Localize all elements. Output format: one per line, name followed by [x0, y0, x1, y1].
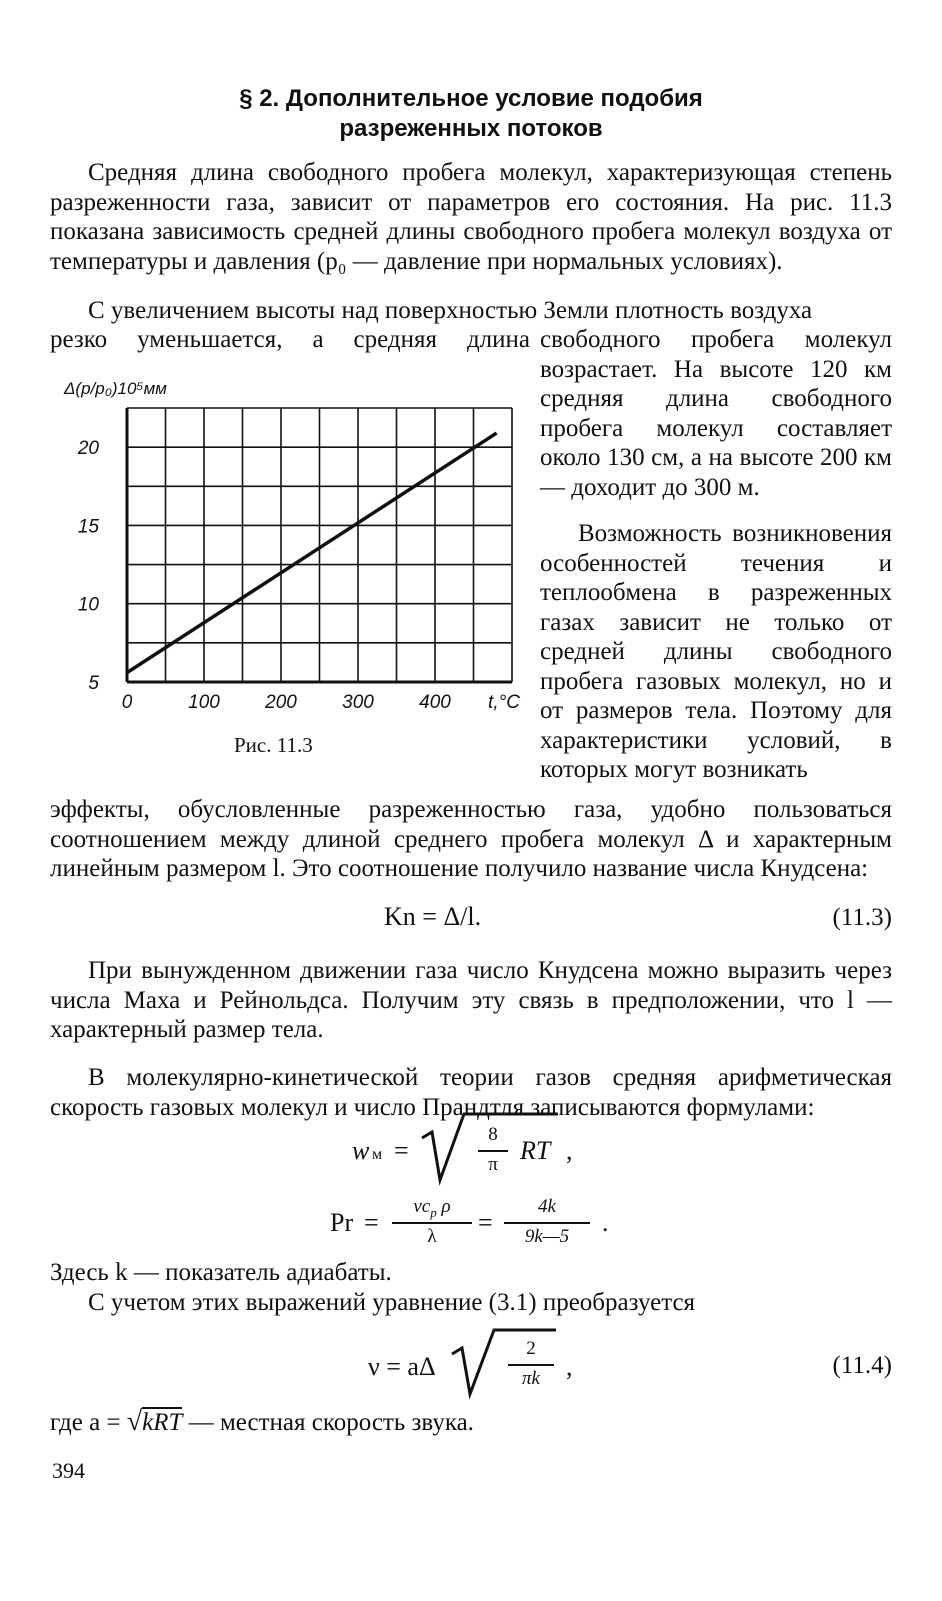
w-fraction-denominator: π: [488, 1154, 498, 1175]
paragraph-3-right-column: Возможность возникновения особенностей течения и теплообмена в разреженных газах зависит не только от средней длины свободного пробега газовых молекул, но и от размеров тела. Поэтому для характеристики условий, в которых могут возникать: [540, 520, 892, 783]
paragraph-8: [50, 1406, 474, 1438]
eq114-lhs: ν = aΔ: [368, 1352, 436, 1381]
paragraph-2-line1: С увеличением высоты над поверхностью Земли плотность воздуха: [88, 297, 813, 324]
para8-sqrt-arg: kRT: [142, 1409, 183, 1436]
paragraph-5: В молекулярно-кинетической теории газов средняя арифметическая скорость газовых молекул и число Прандтля записываются формулами:: [50, 1064, 892, 1121]
eq114-comma: ,: [566, 1352, 573, 1381]
section-title-line1: § 2. Дополнительное условие подобия: [239, 85, 703, 112]
w-comma: ,: [566, 1136, 573, 1165]
para8-prefix: где a =: [50, 1409, 127, 1436]
eq114-number: (11.4): [832, 1352, 892, 1379]
pr-num1-sub: p: [430, 1204, 437, 1220]
x-tick-label: 0: [121, 692, 133, 713]
w-fraction-bar: [478, 1150, 508, 1152]
w-symbol: w: [352, 1136, 370, 1165]
figure-11-3-chart: [50, 370, 530, 730]
pr-num1-text: νc: [413, 1196, 431, 1217]
pr-fraction2-numerator: 4k: [538, 1196, 556, 1217]
paragraph-2-right-column: свободного пробега молекул возрастает. На высоте 120 км средняя длина свободного пробега молекул составляет около 130 см, а на высоте 200 км — доходит до 300 м.: [540, 326, 892, 501]
w-subscript: м: [372, 1146, 383, 1163]
w-fraction-numerator: 8: [488, 1124, 498, 1145]
pr-equals-2: =: [478, 1208, 493, 1237]
pr-fraction1-bar: [392, 1222, 472, 1224]
paragraph-2-line2-left: резко уменьшается, а средняя длина: [50, 326, 530, 353]
pr-equals-1: =: [364, 1208, 379, 1237]
y-tick-label: 5: [88, 673, 99, 694]
x-tick-label: 100: [188, 692, 220, 713]
pr-symbol: Pr: [330, 1208, 354, 1237]
page-number: 394: [52, 1458, 85, 1483]
y-axis-label: Δ(p/p₀)10⁵мм: [64, 379, 167, 398]
y-tick-label: 10: [77, 594, 99, 616]
y-tick-label: 20: [77, 438, 99, 460]
para8-suffix: — местная скорость звука.: [182, 1409, 474, 1436]
paragraph-4: При вынужденном движении газа число Кнудсена можно выразить через числа Маха и Рейнольдса. Получим эту связь в предположении, что l — характерный размер тела.: [50, 957, 892, 1043]
w-equals: =: [394, 1136, 409, 1165]
eq114-denominator: πk: [522, 1368, 540, 1389]
section-title-line2: разреженных потоков: [339, 115, 603, 142]
pr-fraction1-denominator: λ: [427, 1226, 437, 1247]
x-tick-label: 400: [419, 692, 451, 713]
paragraph-3-continuation: эффекты, обусловленные разреженностью газа, удобно пользоваться соотношением между длиной среднего пробега молекул Δ и характерным линейным размером l. Это соотношение получило название числа Кнудсена:: [50, 796, 892, 882]
eq114-fraction-bar: [508, 1364, 554, 1366]
x-axis-label: t,°C: [488, 692, 520, 713]
equation-11-3-number: (11.3): [832, 904, 892, 931]
para8-sqrt-sign-icon: √: [126, 1406, 143, 1437]
pr-fraction2-bar: [504, 1222, 590, 1224]
y-tick-label: 15: [77, 516, 99, 538]
paragraph-1: Средняя длина свободного пробега молекул, характеризующая степень разреженности газа, зависит от параметров его состояния. На рис. 11.3 показана зависимость средней длины свободного пробега молекул воздуха от температуры и давления (p₀ — давление при нормальных условиях).: [50, 159, 892, 275]
para8-sqrt: [127, 1406, 183, 1438]
series-line: [127, 433, 497, 673]
figure-caption: Рис. 11.3: [234, 733, 313, 757]
pr-fraction1-numerator: [392, 1196, 472, 1221]
eq114-numerator: 2: [526, 1338, 536, 1359]
paragraph-7: С учетом этих выражений уравнение (3.1) преобразуется: [88, 1289, 696, 1316]
x-tick-label: 300: [342, 692, 374, 713]
paragraph-6: Здесь k — показатель адиабаты.: [50, 1259, 392, 1286]
equation-11-3: Kn = Δ/l.: [384, 902, 482, 931]
x-tick-label: 200: [265, 692, 297, 713]
pr-dot: .: [602, 1208, 609, 1237]
w-rt: RT: [520, 1136, 551, 1165]
pr-fraction2-denominator: 9k—5: [524, 1226, 570, 1247]
pr-num1-rho: ρ: [436, 1196, 451, 1217]
